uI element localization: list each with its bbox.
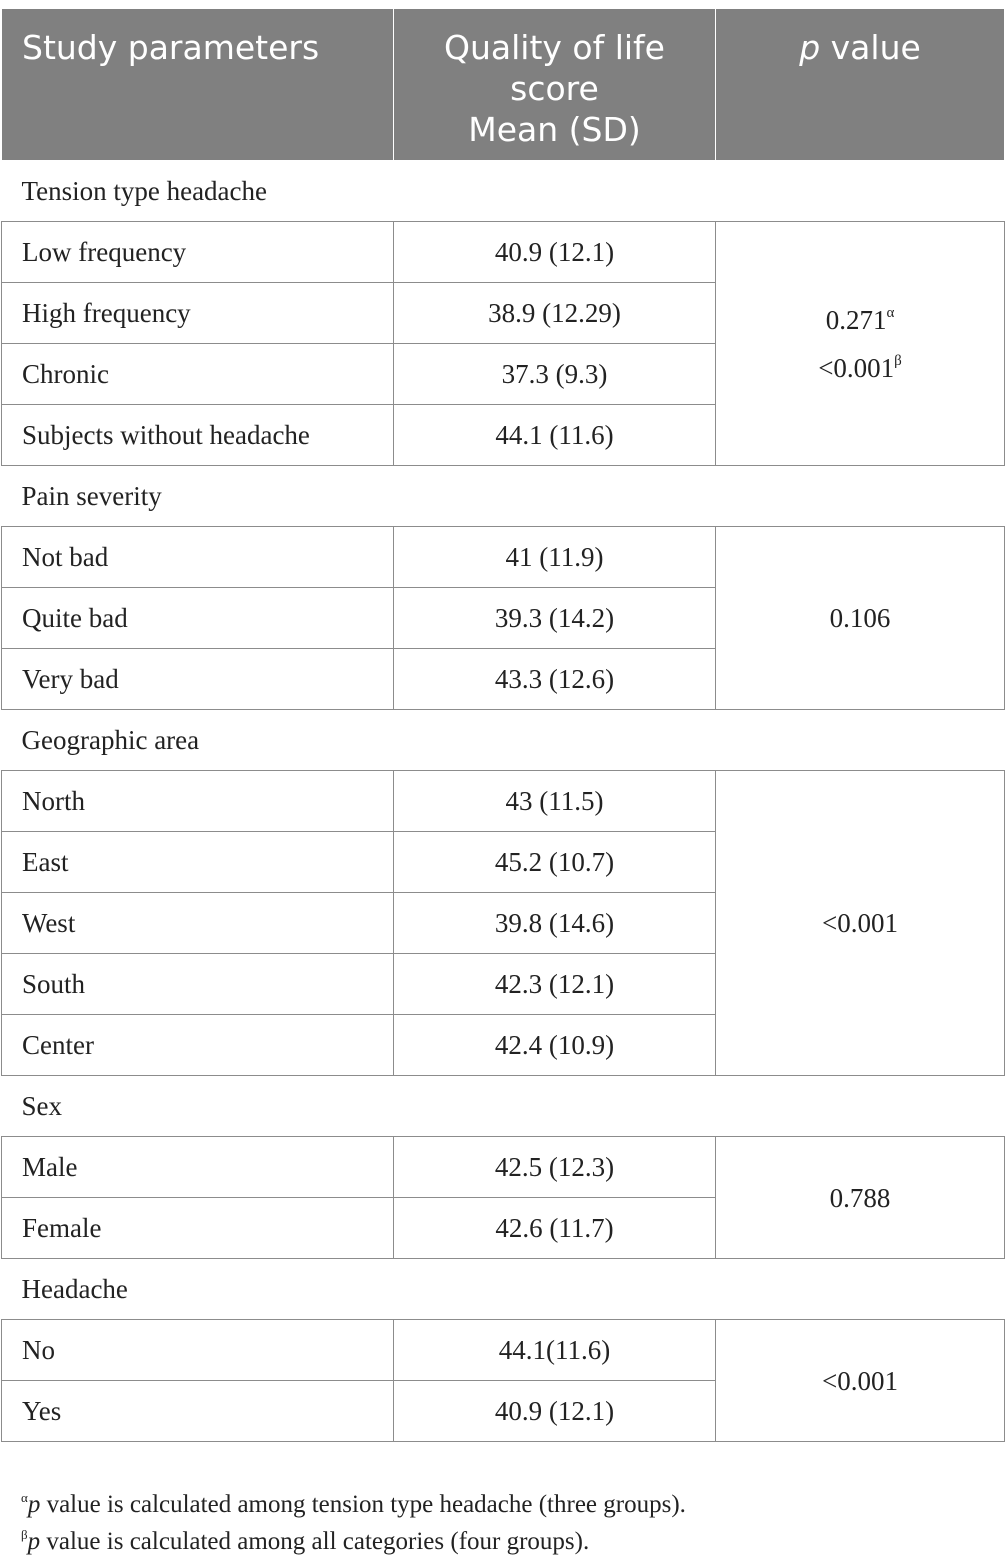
sup-alpha: α: [886, 304, 895, 321]
row-label: Male: [2, 1137, 394, 1198]
row-label: Center: [2, 1015, 394, 1076]
row-value: 41 (11.9): [394, 527, 716, 588]
row-value: 42.4 (10.9): [394, 1015, 716, 1076]
row-label: Female: [2, 1198, 394, 1259]
footnote-italic: p: [27, 1528, 41, 1555]
section-row: [2, 161, 1005, 222]
section-title-geo: Geographic area: [2, 710, 1005, 771]
table-row: [2, 527, 1005, 588]
section-title-sex: Sex: [2, 1076, 1005, 1137]
row-label: No: [2, 1320, 394, 1381]
footnote-italic: p: [27, 1491, 41, 1518]
footnote-beta: [21, 1523, 686, 1560]
section-title-headache: Headache: [2, 1259, 1005, 1320]
section-row: [2, 710, 1005, 771]
header-qol-line1: Quality of life: [444, 28, 665, 67]
table-row: [2, 771, 1005, 832]
footnote-text: value is calculated among all categories (four groups).: [40, 1528, 590, 1555]
table-row: [2, 222, 1005, 283]
row-value: 39.3 (14.2): [394, 588, 716, 649]
row-label: North: [2, 771, 394, 832]
p-value-pain: 0.106: [716, 527, 1005, 710]
section-title-pain: Pain severity: [2, 466, 1005, 527]
header-study-parameters: Study parameters: [2, 9, 394, 161]
p-value-geo: <0.001: [716, 771, 1005, 1076]
footnote-alpha: [21, 1486, 686, 1523]
row-value: 43.3 (12.6): [394, 649, 716, 710]
p-value-headache: <0.001: [716, 1320, 1005, 1442]
section-row: [2, 1259, 1005, 1320]
row-value: 38.9 (12.29): [394, 283, 716, 344]
row-label: East: [2, 832, 394, 893]
row-label: Very bad: [2, 649, 394, 710]
row-value: 42.3 (12.1): [394, 954, 716, 1015]
header-p-italic: p: [799, 28, 821, 67]
footnote-text: value is calculated among tension type headache (three groups).: [40, 1491, 686, 1518]
row-value: 44.1(11.6): [394, 1320, 716, 1381]
p-value-line1: 0.271: [825, 304, 887, 335]
row-value: 39.8 (14.6): [394, 893, 716, 954]
row-label: West: [2, 893, 394, 954]
row-value: 45.2 (10.7): [394, 832, 716, 893]
row-label: Low frequency: [2, 222, 394, 283]
header-qol-line3: Mean (SD): [468, 110, 641, 149]
header-p-rest: value: [820, 28, 921, 67]
header-quality-of-life: [394, 9, 716, 161]
section-row: [2, 466, 1005, 527]
row-label: South: [2, 954, 394, 1015]
section-row: [2, 1076, 1005, 1137]
section-title-tension: Tension type headache: [2, 161, 1005, 222]
row-value: 40.9 (12.1): [394, 222, 716, 283]
row-value: 42.5 (12.3): [394, 1137, 716, 1198]
row-label: Quite bad: [2, 588, 394, 649]
p-value-sex: 0.788: [716, 1137, 1005, 1259]
p-value-tension: [716, 222, 1005, 466]
row-value: 42.6 (11.7): [394, 1198, 716, 1259]
row-label: Yes: [2, 1381, 394, 1442]
table-row: [2, 1320, 1005, 1381]
row-value: 37.3 (9.3): [394, 344, 716, 405]
row-value: 44.1 (11.6): [394, 405, 716, 466]
row-label: Chronic: [2, 344, 394, 405]
sup-beta: β: [894, 352, 902, 369]
header-qol-line2: score: [510, 69, 599, 108]
header-row: [2, 9, 1005, 161]
row-label: Subjects without headache: [2, 405, 394, 466]
table-row: [2, 1137, 1005, 1198]
row-value: 40.9 (12.1): [394, 1381, 716, 1442]
row-label: High frequency: [2, 283, 394, 344]
row-value: 43 (11.5): [394, 771, 716, 832]
results-table: [1, 8, 1005, 1442]
footnotes: [21, 1486, 686, 1560]
row-label: Not bad: [2, 527, 394, 588]
footnote-sup: α: [21, 1490, 28, 1505]
p-value-line2: <0.001: [818, 352, 895, 383]
footnote-sup: β: [21, 1527, 28, 1542]
header-p-value: [716, 9, 1005, 161]
